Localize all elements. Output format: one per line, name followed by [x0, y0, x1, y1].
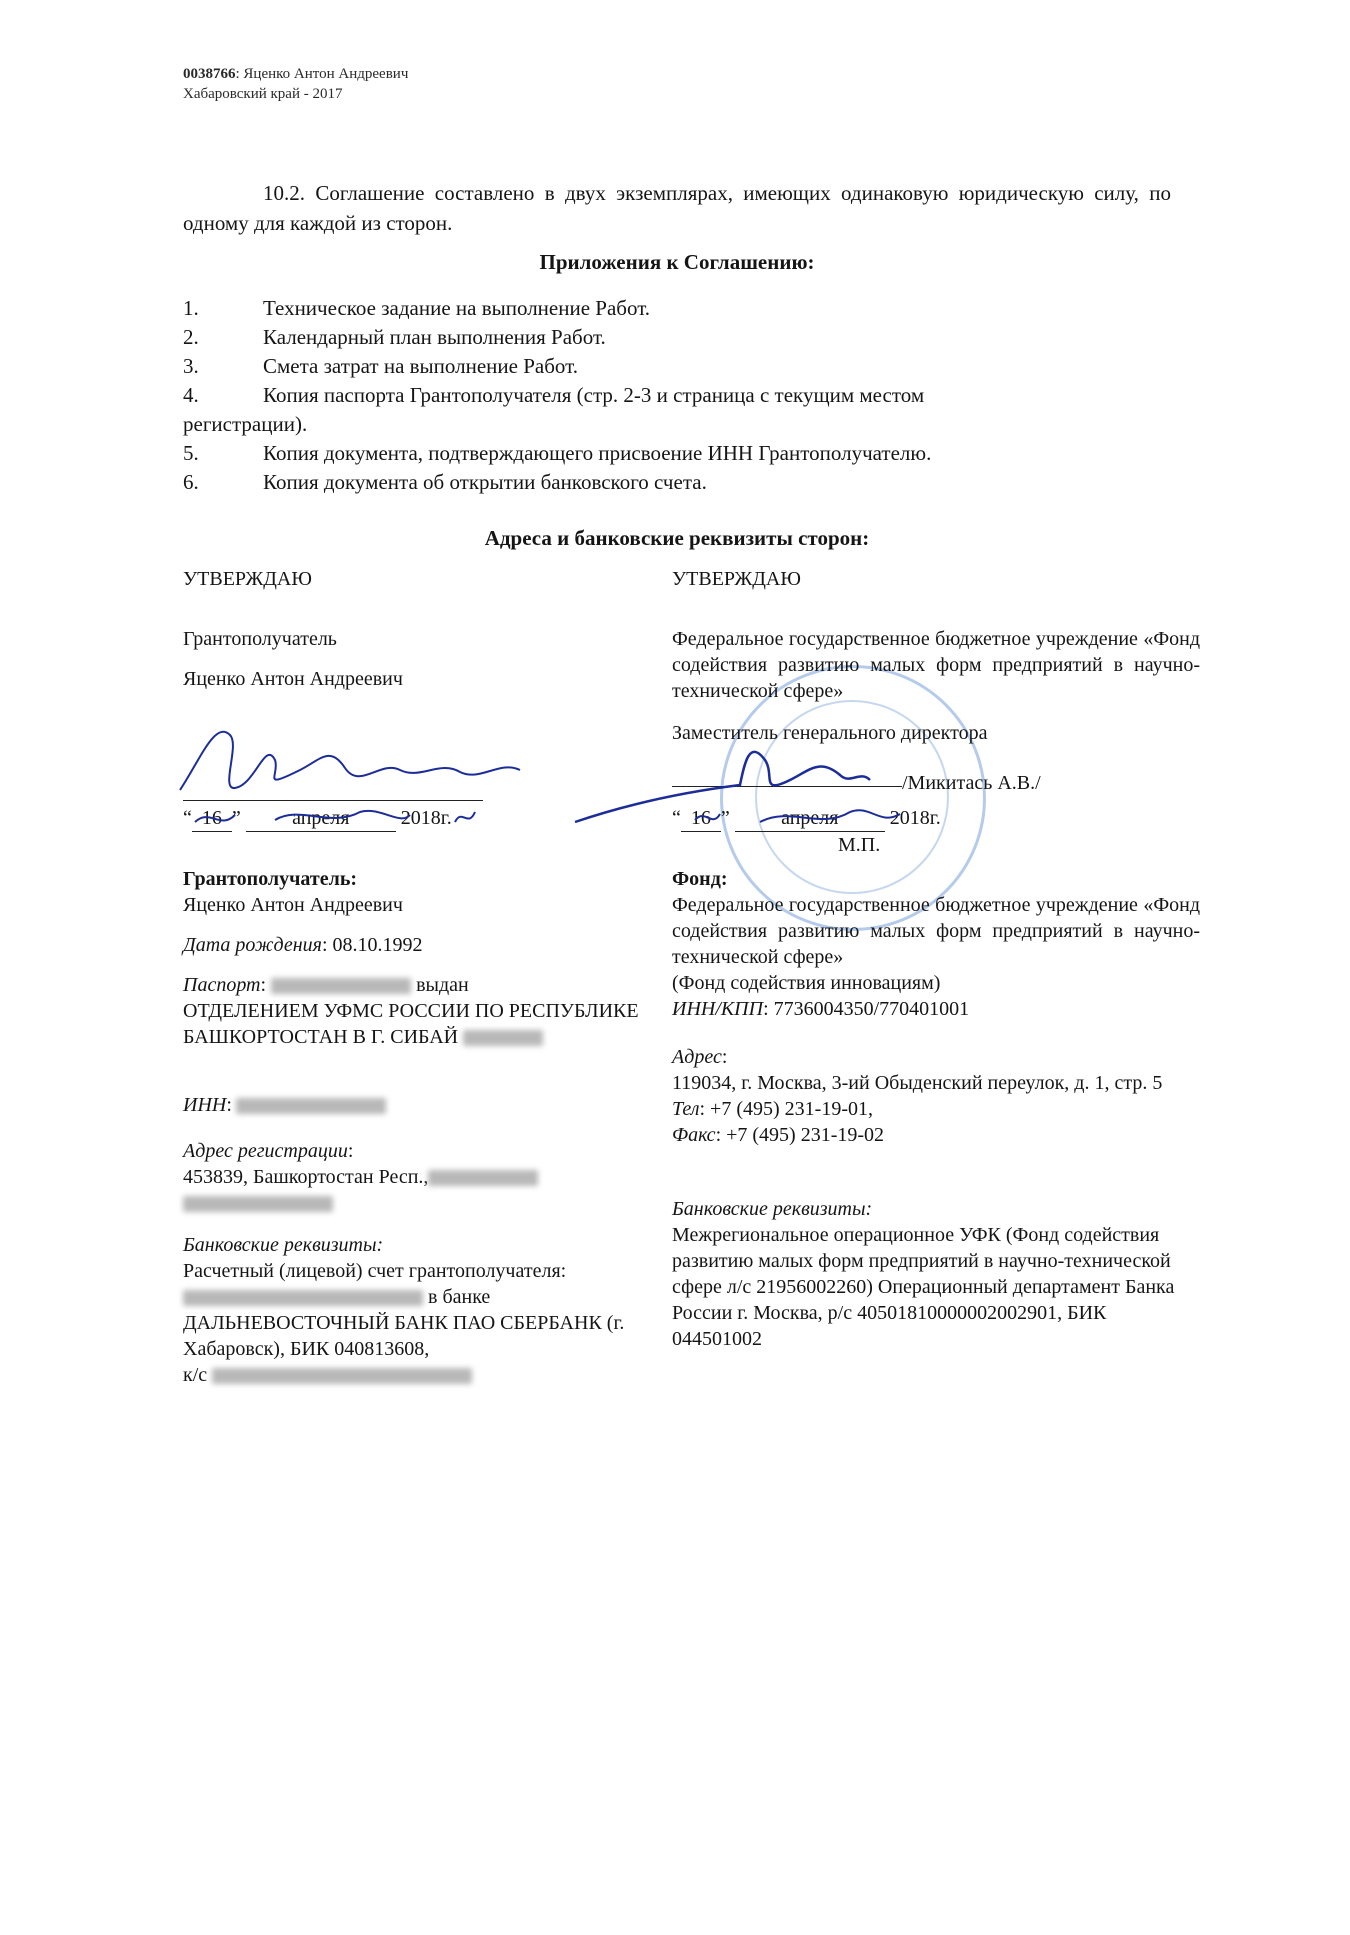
left-bank-ks: к/с [183, 1364, 208, 1386]
right-addr-colon: : [721, 1046, 728, 1068]
left-addr-colon: : [347, 1140, 354, 1162]
left-addr-label: Адрес регистрации [183, 1140, 348, 1162]
right-addr-value: 119034, г. Москва, 3-ий Обыденский переулок, д. 1, стр. 5 [672, 1072, 1163, 1094]
right-tel-label: Тел [672, 1098, 700, 1120]
left-passport [183, 972, 643, 1050]
left-date-close: ” [231, 807, 241, 829]
list-item-number: 2. [183, 325, 199, 349]
right-seal-label: М.П. [838, 834, 881, 856]
right-date-day: 16 [681, 805, 721, 832]
redacted-passport-code [463, 1030, 543, 1046]
list-item-continuation: регистрации). [183, 412, 308, 436]
left-birth-value: : 08.10.1992 [321, 934, 423, 956]
right-signature [575, 752, 870, 822]
list-item-text: Техническое задание на выполнение Работ. [263, 296, 651, 320]
left-signature [180, 732, 520, 790]
right-date-year: 2018 [889, 807, 930, 829]
right-party-org: Федеральное государственное бюджетное учреждение «Фонд содействия развитию малых форм предприятий в научно-технической сфере» [672, 894, 1200, 968]
left-date-open: “ [183, 807, 192, 829]
redacted-address-line2 [183, 1196, 333, 1212]
left-birth-label: Дата рождения [183, 934, 322, 956]
left-name: Яценко Антон Андреевич [183, 668, 403, 690]
right-date-month: апреля [735, 805, 885, 832]
left-approve: УТВЕРЖДАЮ [183, 568, 312, 590]
left-date-day: 16 [192, 805, 232, 832]
left-bank-label: Банковские реквизиты: [183, 1234, 384, 1256]
right-addr-label: Адрес [672, 1046, 722, 1068]
left-addr-value: 453839, Башкортостан Респ., [183, 1166, 429, 1188]
right-date-close: ” [720, 807, 730, 829]
right-address [672, 1044, 1200, 1148]
left-inn [183, 1092, 643, 1118]
right-org: Федеральное государственное бюджетное учреждение «Фонд содействия развитию малых форм предприятий в научно-технической сфере» [672, 628, 1200, 702]
redacted-passport-number [271, 978, 411, 994]
right-date-suffix: г. [929, 807, 941, 829]
right-party [672, 866, 1200, 1022]
right-position: Заместитель генерального директора [672, 722, 988, 744]
left-passport-office: ОТДЕЛЕНИЕМ УФМС РОССИИ ПО РЕСПУБЛИКЕ БАШКОРТОСТАН В Г. СИБАЙ [183, 1000, 639, 1048]
right-approve: УТВЕРЖДАЮ [672, 568, 801, 590]
left-date-suffix: г. [440, 807, 452, 829]
left-bank-name: ДАЛЬНЕВОСТОЧНЫЙ БАНК ПАО СБЕРБАНК (г. Хабаровск), БИК 040813608, [183, 1312, 625, 1360]
left-date-year: 2018 [400, 807, 441, 829]
right-fax-value: : +7 (495) 231-19-02 [715, 1124, 885, 1146]
left-passport-issued: выдан [416, 974, 469, 996]
left-date-month: апреля [246, 805, 396, 832]
header-name: : Яценко Антон Андреевич [235, 66, 409, 82]
addresses-title: Адреса и банковские реквизиты сторон: [484, 526, 870, 550]
left-inn-colon: : [226, 1094, 232, 1116]
right-inn-value: : 7736004350/770401001 [763, 998, 970, 1020]
redacted-address-line1 [428, 1170, 538, 1186]
right-party-title: Фонд: [672, 868, 728, 890]
left-party [183, 866, 643, 918]
list-item-number: 6. [183, 470, 199, 494]
redacted-inn [236, 1098, 386, 1114]
right-date-open: “ [672, 807, 681, 829]
left-bank-in: в банке [428, 1286, 491, 1308]
list-item-number: 3. [183, 354, 199, 378]
left-bank-account: Расчетный (лицевой) счет грантополучателя: [183, 1260, 567, 1282]
redacted-account-number [183, 1290, 423, 1306]
left-bank [183, 1232, 643, 1388]
list-item-text: Копия документа об открытии банковского счета. [263, 470, 707, 494]
list-item-text: Копия паспорта Грантополучателя (стр. 2-3 и страница с текущим местом [263, 383, 925, 407]
list-item-number: 5. [183, 441, 199, 465]
right-inn-label: ИНН/КПП [672, 998, 764, 1020]
header-region: Хабаровский край - 2017 [183, 86, 343, 102]
right-bank-label: Банковские реквизиты: [672, 1198, 873, 1220]
right-bank-text: Межрегиональное операционное УФК (Фонд содействия развитию малых форм предприятий в научно-технической сфере л/с 21956002260) Операционный департамент Банка России г. Москва, р/с 40501810000002002901, БИК 044501002 [672, 1224, 1175, 1350]
header-id: 0038766 [183, 66, 236, 82]
right-bank [672, 1196, 1200, 1352]
right-fax-label: Факс [672, 1124, 716, 1146]
left-address [183, 1138, 643, 1216]
list-item-text: Копия документа, подтверждающего присвоение ИНН Грантополучателю. [263, 441, 932, 465]
left-passport-label: Паспорт [183, 974, 261, 996]
left-role: Грантополучатель [183, 628, 337, 650]
list-item-number: 1. [183, 296, 199, 320]
right-signer: /Микитась А.В./ [902, 772, 1041, 794]
right-date-scribble [695, 810, 900, 822]
right-party-short: (Фонд содействия инновациям) [672, 972, 941, 994]
list-item-number: 4. [183, 383, 199, 407]
left-passport-colon: : [260, 974, 267, 996]
left-party-title: Грантополучатель: [183, 868, 358, 890]
left-date-scribble [195, 811, 475, 822]
list-item-text: Календарный план выполнения Работ. [263, 325, 606, 349]
left-party-name: Яценко Антон Андреевич [183, 894, 403, 916]
left-birth [183, 932, 643, 958]
right-tel-value: : +7 (495) 231-19-01, [699, 1098, 873, 1120]
left-inn-label: ИНН [183, 1094, 227, 1116]
list-item-text: Смета затрат на выполнение Работ. [263, 354, 578, 378]
appendix-title: Приложения к Соглашению: [539, 250, 815, 274]
clause-text: 10.2. Соглашение составлено в двух экземплярах, имеющих одинаковую юридическую силу, по одному для каждой из сторон. [183, 181, 1171, 235]
redacted-correspondent-account [212, 1368, 472, 1384]
